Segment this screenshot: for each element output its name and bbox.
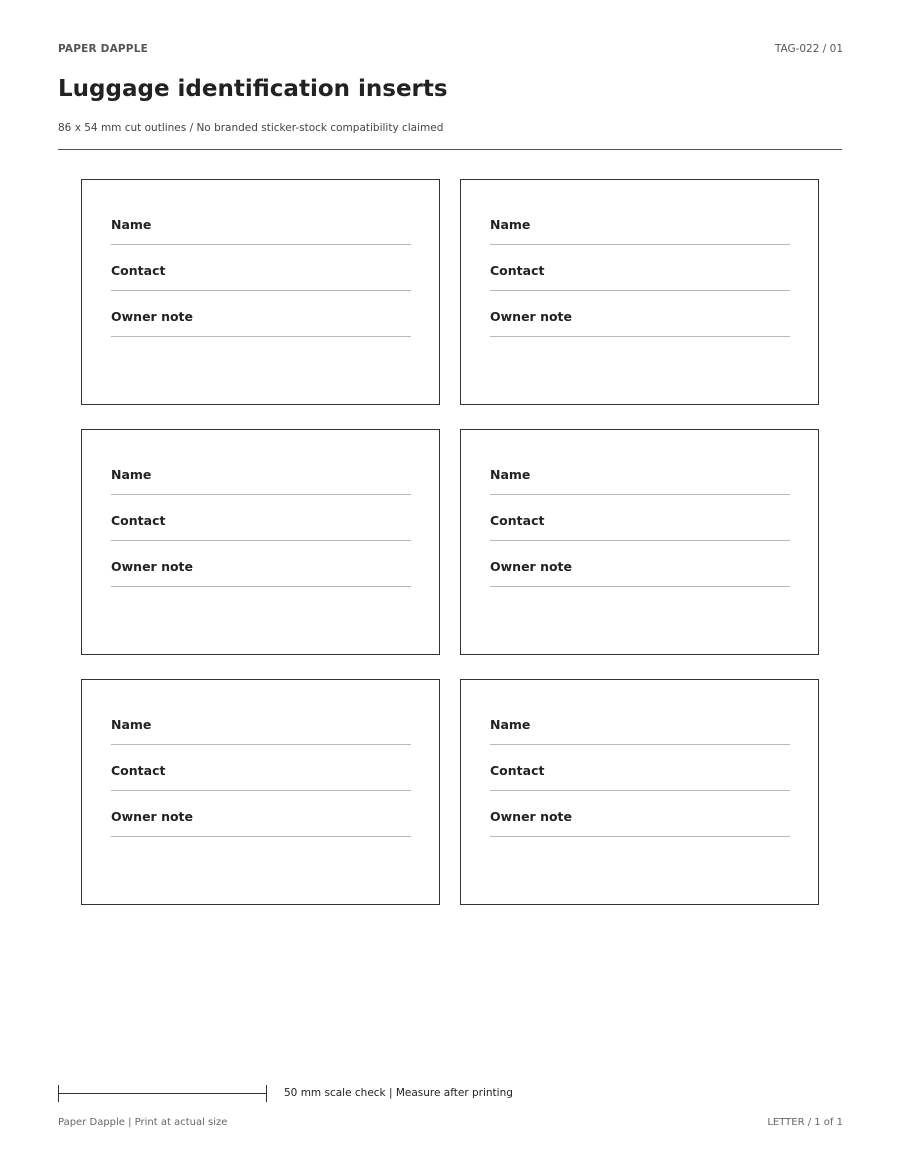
field-label: Owner note	[111, 559, 194, 574]
brand-name: PAPER DAPPLE	[58, 43, 148, 55]
insert-card	[460, 179, 819, 405]
field-label: Name	[490, 467, 531, 482]
page-subtitle: 86 x 54 mm cut outlines / No branded sticker-stock compatibility claimed	[58, 122, 444, 134]
name-line	[111, 217, 411, 245]
name-line	[111, 717, 411, 745]
field-label: Owner note	[111, 309, 194, 324]
owner-note-line	[490, 791, 790, 837]
owner-note-line	[111, 791, 411, 837]
field-label: Contact	[490, 513, 545, 528]
field-label: Owner note	[111, 809, 194, 824]
header-divider	[58, 149, 842, 150]
insert-card	[81, 179, 440, 405]
insert-card	[460, 679, 819, 905]
page-title: Luggage identification inserts	[58, 76, 448, 102]
contact-line	[111, 745, 411, 791]
contact-line	[490, 245, 790, 291]
field-label: Owner note	[490, 809, 573, 824]
scale-line	[58, 1093, 267, 1094]
scale-check-note: 50 mm scale check | Measure after printing	[284, 1087, 513, 1099]
owner-note-line	[490, 291, 790, 337]
document-code: TAG-022 / 01	[774, 43, 843, 55]
scale-check-bar	[58, 1085, 268, 1103]
name-line	[111, 467, 411, 495]
name-line	[490, 717, 790, 745]
name-line	[490, 217, 790, 245]
field-label: Contact	[490, 263, 545, 278]
field-label: Contact	[490, 763, 545, 778]
owner-note-line	[111, 291, 411, 337]
owner-note-line	[490, 541, 790, 587]
insert-card-grid	[81, 179, 819, 905]
field-label: Contact	[111, 263, 166, 278]
insert-card	[81, 679, 440, 905]
field-label: Contact	[111, 763, 166, 778]
insert-card	[81, 429, 440, 655]
field-label: Contact	[111, 513, 166, 528]
scale-tick-right	[266, 1085, 267, 1102]
field-label: Name	[111, 217, 152, 232]
field-label: Name	[490, 717, 531, 732]
page-count: LETTER / 1 of 1	[767, 1117, 843, 1128]
owner-note-line	[111, 541, 411, 587]
contact-line	[490, 745, 790, 791]
field-label: Owner note	[490, 309, 573, 324]
field-label: Name	[111, 717, 152, 732]
field-label: Name	[111, 467, 152, 482]
contact-line	[111, 245, 411, 291]
insert-card	[460, 429, 819, 655]
name-line	[490, 467, 790, 495]
contact-line	[490, 495, 790, 541]
footer-note: Paper Dapple | Print at actual size	[58, 1117, 228, 1128]
contact-line	[111, 495, 411, 541]
field-label: Name	[490, 217, 531, 232]
field-label: Owner note	[490, 559, 573, 574]
